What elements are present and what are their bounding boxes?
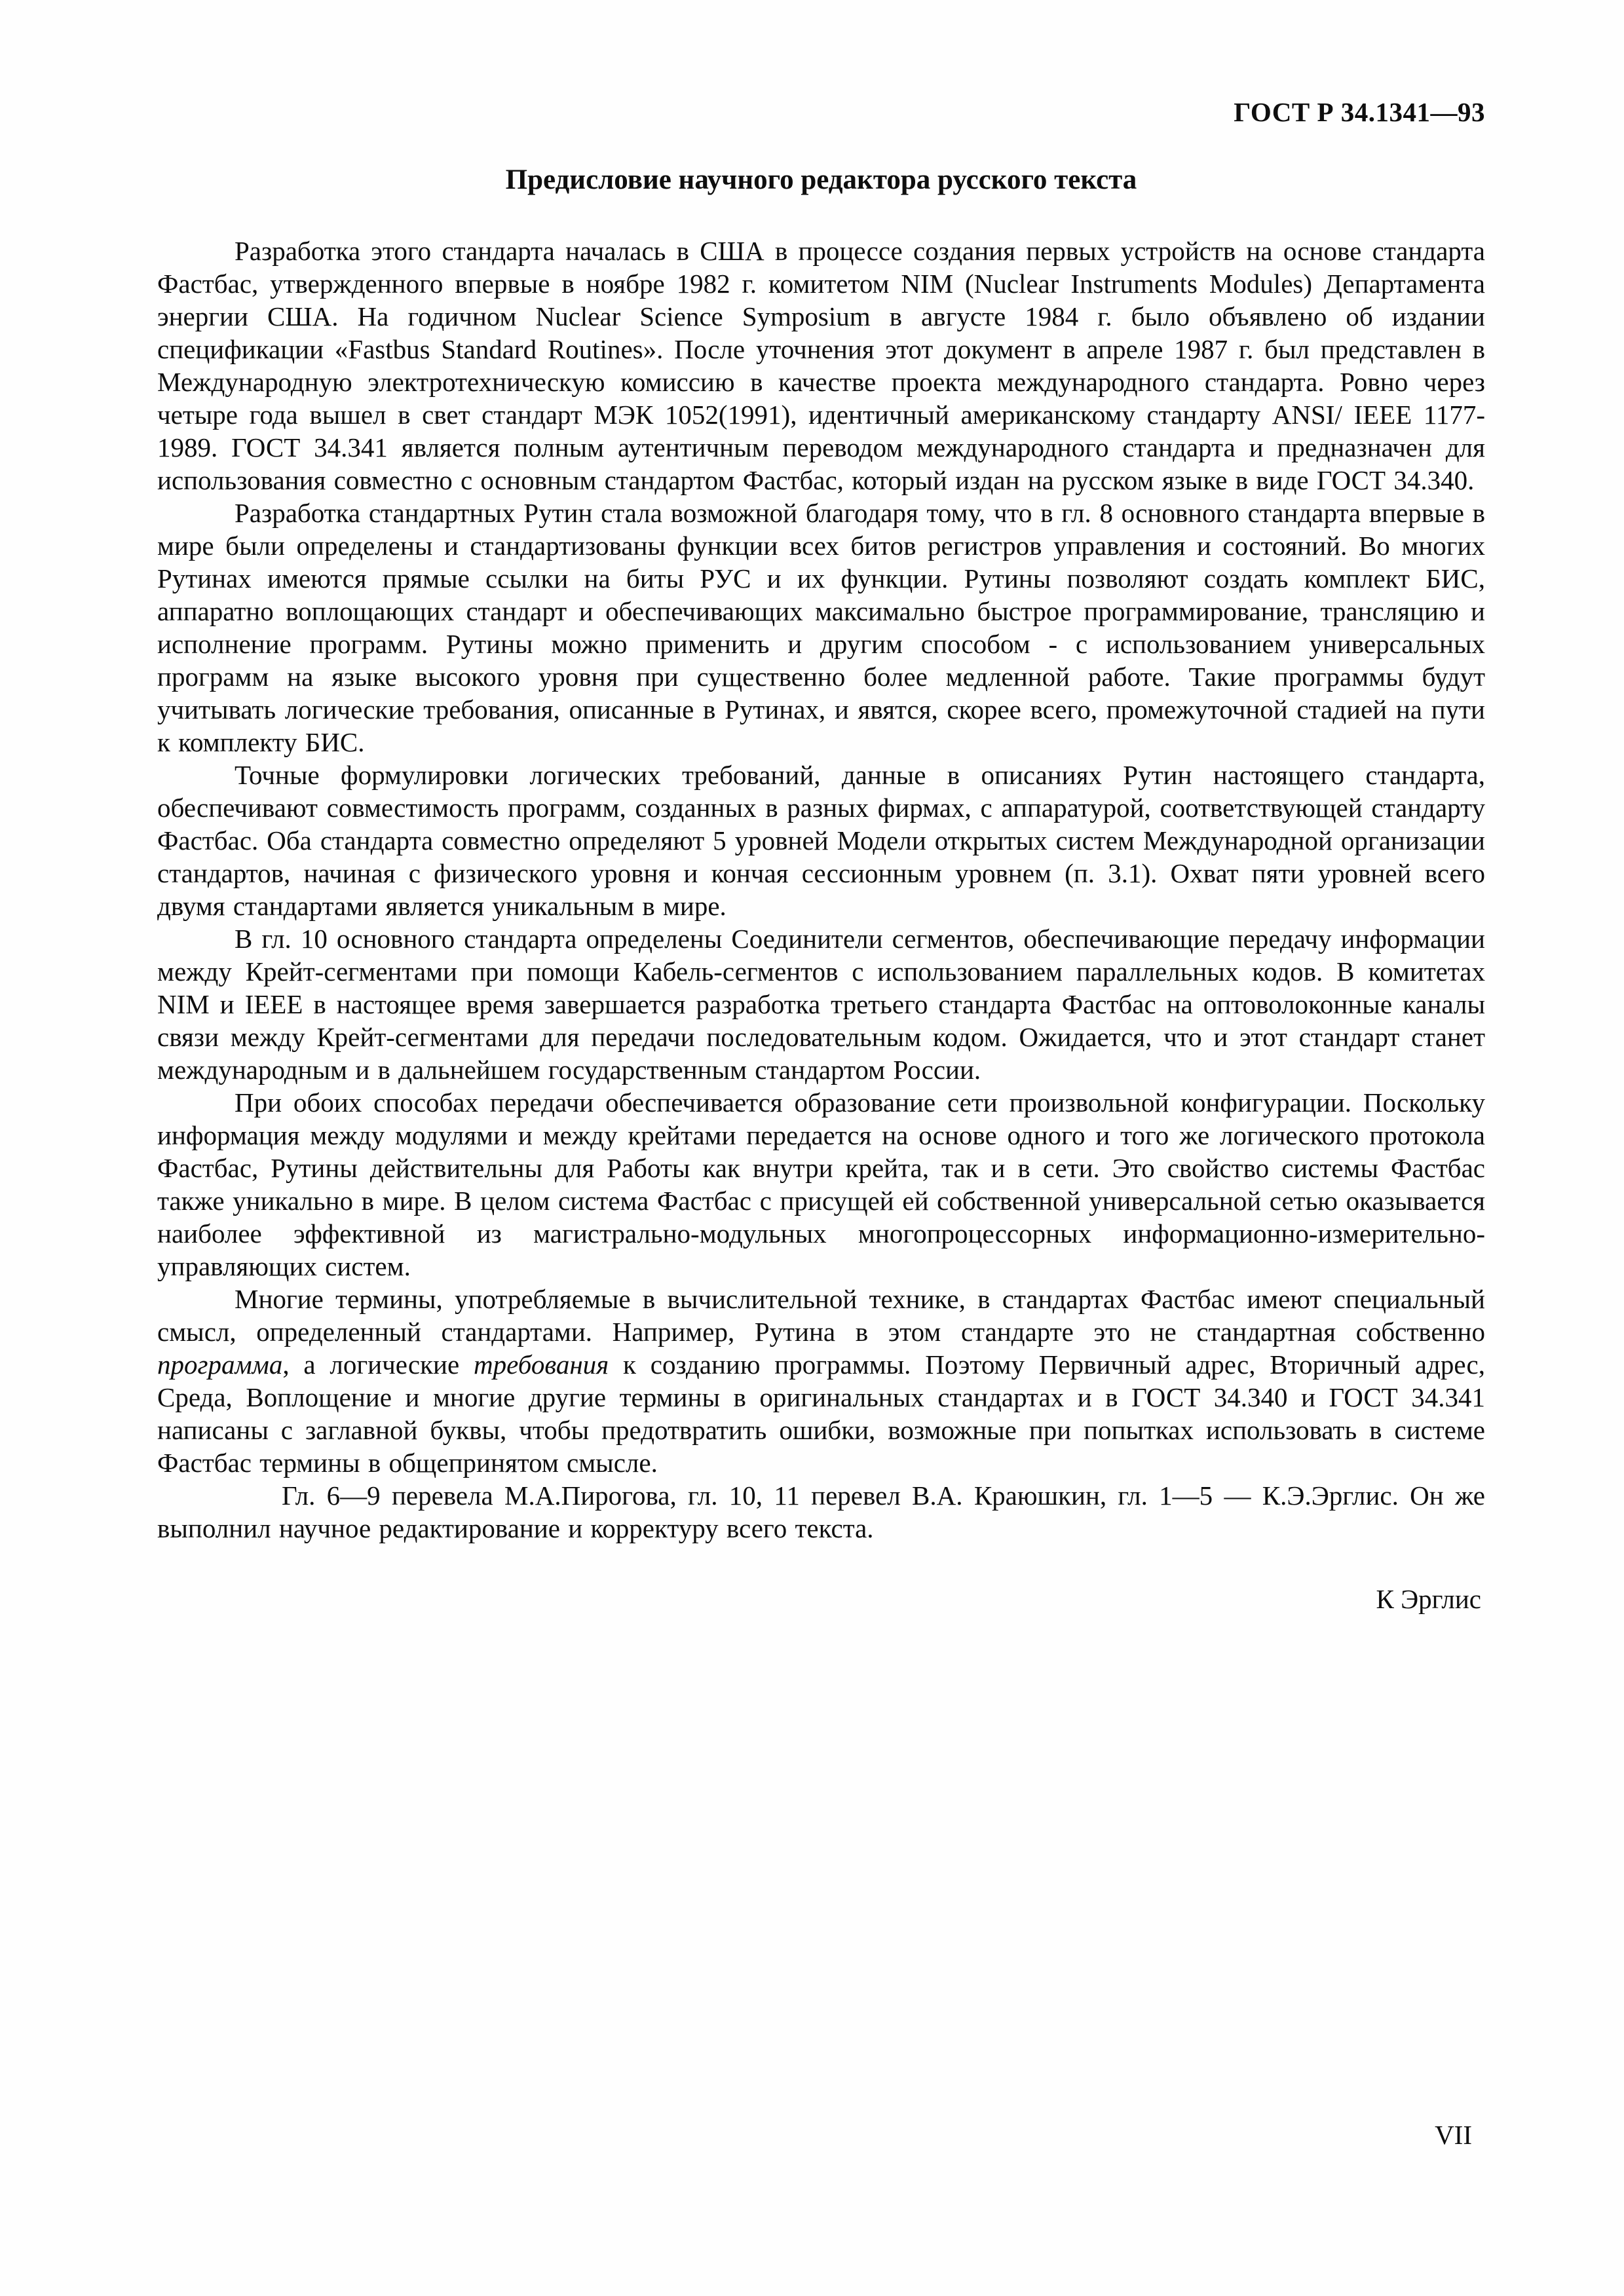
page-title: Предисловие научного редактора русского текста [505,164,1137,195]
paragraph [157,1283,1485,1479]
paragraph-text: , а логические [282,1349,474,1380]
signature: К Эрглис [1376,1584,1481,1614]
paragraph [157,497,1485,759]
paragraph-text-italic: требования [473,1349,609,1380]
paragraph-text: Разработка стандартных Рутин стала возможной благодаря тому, что в гл. 8 основного стандарта впервые в мире были определены и стандартизованы функции всех битов регистров управления и состояний. Во многих Рутинах имеются прямые ссылки на биты РУС и их функции. Рутины позволяют создать комплект БИС, аппаратно воплощающих стандарт и обеспечивающих максимально быстрое программирование, трансляцию и исполнение программ. Рутины можно применить и другим способом - с использованием универсальных программ на языке высокого уровня при существенно более медленной работе. Такие программы будут учитывать логические требования, описанные в Рутинах, и явятся, скорее всего, промежуточной стадией на пути к комплекту БИС. [157,498,1485,757]
paragraph [157,759,1485,922]
paragraph [157,922,1485,1086]
paragraph [157,235,1485,497]
paragraph-text-italic: программа [157,1349,283,1380]
paragraph-text: Разработка этого стандарта началась в США в процессе создания первых устройств на основе стандарта Фастбас, утвержденного впервые в ноябре 1982 г. комитетом NIM (Nuclear Instruments Modules) Департамента энергии США. На годичном Nuclear Science Symposium в августе 1984 г. было объявлено об издании спецификации «Fastbus Standard Routines». После уточнения этот документ в апреле 1987 г. был представлен в Международную электротехническую комиссию в качестве проекта международного стандарта. Ровно через четыре года вышел в свет стандарт МЭК 1052(1991), идентичный американскому стандарту ANSI/ IEEE 1177-1989. ГОСТ 34.341 является полным аутентичным переводом международного стандарта и предназначен для использования совместно с основным стандартом Фастбас, который издан на русском языке в виде ГОСТ 34.340. [157,236,1485,495]
paragraph-text: Точные формулировки логических требований, данные в описаниях Рутин настоящего стандарта, обеспечивают совместимость программ, созданных в разных фирмах, с аппаратурой, соответствующей стандарту Фастбас. Оба стандарта совместно определяют 5 уровней Модели открытых систем Международной организации стандартов, начиная с физического уровня и кончая сессионным уровнем (п. 3.1). Охват пяти уровней всего двумя стандартами является уникальным в мире. [157,760,1485,921]
document-code: ГОСТ Р 34.1341—93 [1234,97,1485,127]
document-body [157,235,1485,1545]
paragraph-text: Многие термины, употребляемые в вычислительной технике, в стандартах Фастбас имеют специальный смысл, определенный стандартами. Например, Рутина в этом стандарте это не стандартная собственно [157,1284,1485,1347]
paragraph-text: При обоих способах передачи обеспечивается образование сети произвольной конфигурации. Поскольку информация между модулями и между крейтами передается на основе одного и того же логического протокола Фастбас, Рутины действительны для Работы как внутри крейта, так и в сети. Это свойство системы Фастбас также уникально в мире. В целом система Фастбас с присущей ей собственной универсальной сетью оказывается наиболее эффективной из магистрально-модульных многопроцессорных информационно-измерительно-управляющих систем. [157,1087,1485,1281]
paragraph-text: В гл. 10 основного стандарта определены Соединители сегментов, обеспечивающие передачу информации между Крейт-сегментами при помощи Кабель-сегментов с использованием параллельных кодов. В комитетах NIM и IEEE в настоящее время завершается разработка третьего стандарта Фастбас на оптоволоконные каналы связи между Крейт-сегментами для передачи последовательным кодом. Ожидается, что и этот стандарт станет международным и в дальнейшем государственным стандартом России. [157,924,1485,1085]
paragraph-text: Гл. 6—9 перевела М.А.Пирогова, гл. 10, 11 перевел В.А. Краюшкин, гл. 1—5 — К.Э.Эрглис. Он же выполнил научное редактирование и корректуру всего текста. [157,1480,1485,1543]
paragraph [157,1086,1485,1283]
paragraph-text: к созданию программы. Поэтому Первичный адрес, Вторичный адрес, Среда, Воплощение и многие другие термины в оригинальных стандартах и в ГОСТ 34.340 и ГОСТ 34.341 написаны с заглавной буквы, чтобы предотвратить ошибки, возможные при попытках использовать в системе Фастбас термины в общепринятом смысле. [157,1349,1485,1478]
page-number: VII [1435,2120,1472,2150]
paragraph [157,1479,1485,1545]
